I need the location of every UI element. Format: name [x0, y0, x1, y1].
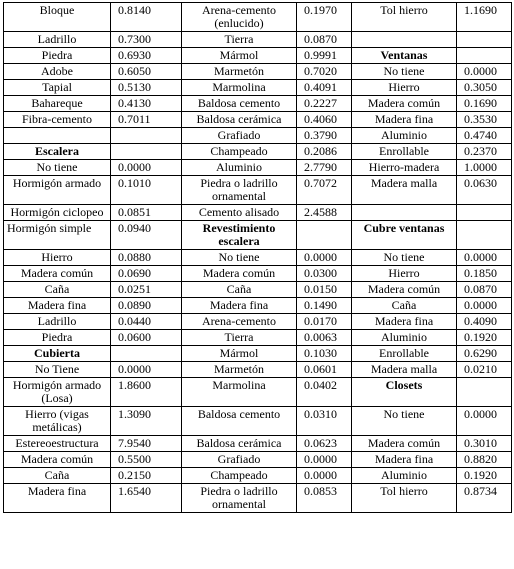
material-label: No tiene: [182, 250, 297, 266]
coefficient-value: [457, 221, 512, 250]
coefficient-value: 0.0000: [457, 250, 512, 266]
coefficient-value: 1.6540: [111, 484, 182, 513]
coefficient-value: 0.7020: [297, 64, 352, 80]
coefficient-value: 0.1030: [297, 346, 352, 362]
material-label: Aluminio: [352, 468, 457, 484]
material-label: Bahareque: [4, 96, 111, 112]
coefficient-value: 1.8600: [111, 378, 182, 407]
coefficient-value: 0.0310: [297, 407, 352, 436]
coefficient-value: 0.1920: [457, 330, 512, 346]
material-label: Tol hierro: [352, 3, 457, 32]
coefficient-value: 0.0063: [297, 330, 352, 346]
material-label: [352, 205, 457, 221]
material-label: Hierro (vigas metálicas): [4, 407, 111, 436]
coefficient-value: 0.0940: [111, 221, 182, 250]
coefficient-value: 1.0000: [457, 160, 512, 176]
table-row: [4, 314, 512, 330]
material-label: Baldosa cerámica: [182, 112, 297, 128]
material-label: Madera fina: [352, 452, 457, 468]
coefficient-value: [111, 346, 182, 362]
coefficient-value: 0.0000: [457, 298, 512, 314]
material-label: Baldosa cemento: [182, 96, 297, 112]
material-label: Tapial: [4, 80, 111, 96]
coefficient-value: 0.0623: [297, 436, 352, 452]
table-row: [4, 282, 512, 298]
material-label: No tiene: [352, 64, 457, 80]
table-row: [4, 96, 512, 112]
section-heading: Escalera: [4, 144, 111, 160]
section-heading: Cubre ventanas: [352, 221, 457, 250]
material-label: Aluminio: [352, 330, 457, 346]
coefficient-value: 2.4588: [297, 205, 352, 221]
table-row: [4, 250, 512, 266]
coefficient-value: [297, 221, 352, 250]
material-label: Madera común: [182, 266, 297, 282]
coefficient-value: 0.3530: [457, 112, 512, 128]
coefficient-value: 0.5500: [111, 452, 182, 468]
coefficient-value: 0.0300: [297, 266, 352, 282]
material-label: Hormigón ciclopeo: [4, 205, 111, 221]
coefficient-value: 0.4091: [297, 80, 352, 96]
material-label: Ladrillo: [4, 314, 111, 330]
coefficient-value: 0.0210: [457, 362, 512, 378]
coefficient-value: 0.0000: [297, 250, 352, 266]
coefficient-value: 0.8734: [457, 484, 512, 513]
coefficient-value: 7.9540: [111, 436, 182, 452]
material-label: Caña: [4, 282, 111, 298]
material-label: Aluminio: [352, 128, 457, 144]
coefficient-value: 0.4060: [297, 112, 352, 128]
material-label: Grafiado: [182, 452, 297, 468]
section-heading: Ventanas: [352, 48, 457, 64]
coefficient-value: 0.4740: [457, 128, 512, 144]
material-label: Madera malla: [352, 362, 457, 378]
material-label: Ladrillo: [4, 32, 111, 48]
material-label: No tiene: [352, 407, 457, 436]
material-label: Madera fina: [4, 298, 111, 314]
table-row: [4, 112, 512, 128]
material-label: Madera malla: [352, 176, 457, 205]
material-label: Madera común: [352, 96, 457, 112]
coefficient-value: 0.2370: [457, 144, 512, 160]
coefficient-value: 0.0890: [111, 298, 182, 314]
material-label: Estereoestructura: [4, 436, 111, 452]
coefficient-value: 0.8140: [111, 3, 182, 32]
coefficient-value: 0.4090: [457, 314, 512, 330]
table-row: [4, 298, 512, 314]
material-label: Madera fina: [182, 298, 297, 314]
material-label: Aluminio: [182, 160, 297, 176]
coefficient-value: 0.0601: [297, 362, 352, 378]
coefficient-value: 0.5130: [111, 80, 182, 96]
coefficient-value: [457, 48, 512, 64]
table-row: [4, 452, 512, 468]
coefficient-value: 0.0402: [297, 378, 352, 407]
coefficient-value: 0.8820: [457, 452, 512, 468]
material-label: Piedra: [4, 330, 111, 346]
coefficient-value: 0.0880: [111, 250, 182, 266]
material-label: Marmolina: [182, 378, 297, 407]
coefficient-value: 0.0170: [297, 314, 352, 330]
section-heading: Revestimiento escalera: [182, 221, 297, 250]
coefficient-value: [111, 144, 182, 160]
coefficient-value: [111, 128, 182, 144]
material-label: Marmolina: [182, 80, 297, 96]
material-label: Madera común: [352, 282, 457, 298]
coefficient-value: 0.2227: [297, 96, 352, 112]
coefficient-value: 0.0150: [297, 282, 352, 298]
material-label: Adobe: [4, 64, 111, 80]
coefficient-value: 0.6930: [111, 48, 182, 64]
coefficient-value: 0.3010: [457, 436, 512, 452]
coefficient-value: 0.0851: [111, 205, 182, 221]
coefficient-value: 0.0870: [297, 32, 352, 48]
material-label: Baldosa cerámica: [182, 436, 297, 452]
table-row: [4, 3, 512, 32]
coefficient-value: 0.0600: [111, 330, 182, 346]
material-label: Champeado: [182, 144, 297, 160]
material-label: Piedra o ladrillo ornamental: [182, 176, 297, 205]
table-body: [4, 3, 512, 513]
material-label: Madera fina: [4, 484, 111, 513]
coefficient-value: 1.3090: [111, 407, 182, 436]
table-row: [4, 32, 512, 48]
coefficient-value: 0.0690: [111, 266, 182, 282]
material-label: Caña: [182, 282, 297, 298]
coefficient-value: 0.1970: [297, 3, 352, 32]
table-row: [4, 64, 512, 80]
table-row: [4, 330, 512, 346]
material-label: Tierra: [182, 32, 297, 48]
material-label: [352, 32, 457, 48]
coefficient-value: 0.9991: [297, 48, 352, 64]
coefficient-value: 0.0251: [111, 282, 182, 298]
material-label: Madera común: [352, 436, 457, 452]
material-label: Caña: [4, 468, 111, 484]
material-label: Hierro: [4, 250, 111, 266]
material-label: [4, 128, 111, 144]
coefficient-value: 0.2086: [297, 144, 352, 160]
coefficient-value: [457, 378, 512, 407]
material-label: Hierro: [352, 80, 457, 96]
material-label: Bloque: [4, 3, 111, 32]
table-row: [4, 362, 512, 378]
material-label: Enrollable: [352, 144, 457, 160]
coefficient-value: [457, 205, 512, 221]
table-row: [4, 221, 512, 250]
material-label: Madera común: [4, 452, 111, 468]
table-row: [4, 128, 512, 144]
coefficient-value: 0.1850: [457, 266, 512, 282]
table-row: [4, 407, 512, 436]
material-label: No tiene: [4, 160, 111, 176]
material-label: Champeado: [182, 468, 297, 484]
material-label: Hormigón armado (Losa): [4, 378, 111, 407]
material-label: Madera común: [4, 266, 111, 282]
material-label: Caña: [352, 298, 457, 314]
material-label: Cemento alisado: [182, 205, 297, 221]
table-row: [4, 205, 512, 221]
coefficient-value: 0.0000: [111, 160, 182, 176]
coefficient-value: 0.0853: [297, 484, 352, 513]
coefficient-value: 0.3790: [297, 128, 352, 144]
material-label: Marmetón: [182, 362, 297, 378]
coefficient-value: 0.0630: [457, 176, 512, 205]
table-row: [4, 144, 512, 160]
material-label: Piedra o ladrillo ornamental: [182, 484, 297, 513]
coefficient-value: 0.0440: [111, 314, 182, 330]
material-label: Grafiado: [182, 128, 297, 144]
table-row: [4, 266, 512, 282]
material-label: No tiene: [352, 250, 457, 266]
material-label: Arena-cemento: [182, 314, 297, 330]
material-label: Piedra: [4, 48, 111, 64]
material-label: No Tiene: [4, 362, 111, 378]
table-row: [4, 484, 512, 513]
coefficient-value: 0.0000: [111, 362, 182, 378]
coefficient-value: 0.1010: [111, 176, 182, 205]
coefficient-value: 0.7072: [297, 176, 352, 205]
coefficient-value: 0.2150: [111, 468, 182, 484]
coefficient-value: 0.7300: [111, 32, 182, 48]
material-label: Enrollable: [352, 346, 457, 362]
material-label: Tierra: [182, 330, 297, 346]
coefficient-table: [3, 2, 512, 513]
table-row: [4, 468, 512, 484]
material-label: Marmetón: [182, 64, 297, 80]
material-label: Baldosa cemento: [182, 407, 297, 436]
coefficient-value: 1.1690: [457, 3, 512, 32]
table-row: [4, 80, 512, 96]
coefficient-value: 0.0870: [457, 282, 512, 298]
coefficient-value: 0.1690: [457, 96, 512, 112]
material-label: Hierro-madera: [352, 160, 457, 176]
coefficient-value: 0.0000: [297, 468, 352, 484]
coefficient-value: 0.7011: [111, 112, 182, 128]
material-label: Madera fina: [352, 314, 457, 330]
coefficient-value: 0.0000: [457, 64, 512, 80]
coefficient-value: 2.7790: [297, 160, 352, 176]
section-heading: Cubierta: [4, 346, 111, 362]
material-label: Mármol: [182, 346, 297, 362]
material-label: Fibra-cemento: [4, 112, 111, 128]
coefficient-value: 0.6050: [111, 64, 182, 80]
section-heading: Closets: [352, 378, 457, 407]
material-label: Arena-cemento (enlucido): [182, 3, 297, 32]
coefficient-value: 0.1490: [297, 298, 352, 314]
material-label: Madera fina: [352, 112, 457, 128]
coefficient-value: 0.1920: [457, 468, 512, 484]
coefficient-value: 0.0000: [297, 452, 352, 468]
material-label: Mármol: [182, 48, 297, 64]
table-row: [4, 378, 512, 407]
coefficient-value: 0.0000: [457, 407, 512, 436]
coefficient-value: 0.6290: [457, 346, 512, 362]
table-row: [4, 436, 512, 452]
coefficient-value: [457, 32, 512, 48]
coefficient-value: 0.4130: [111, 96, 182, 112]
table-row: [4, 48, 512, 64]
coefficient-value: 0.3050: [457, 80, 512, 96]
table-row: [4, 160, 512, 176]
material-label: Hormigón armado: [4, 176, 111, 205]
table-row: [4, 176, 512, 205]
table-row: [4, 346, 512, 362]
material-label: Tol hierro: [352, 484, 457, 513]
material-label: Hormigón simple: [4, 221, 111, 250]
material-label: Hierro: [352, 266, 457, 282]
